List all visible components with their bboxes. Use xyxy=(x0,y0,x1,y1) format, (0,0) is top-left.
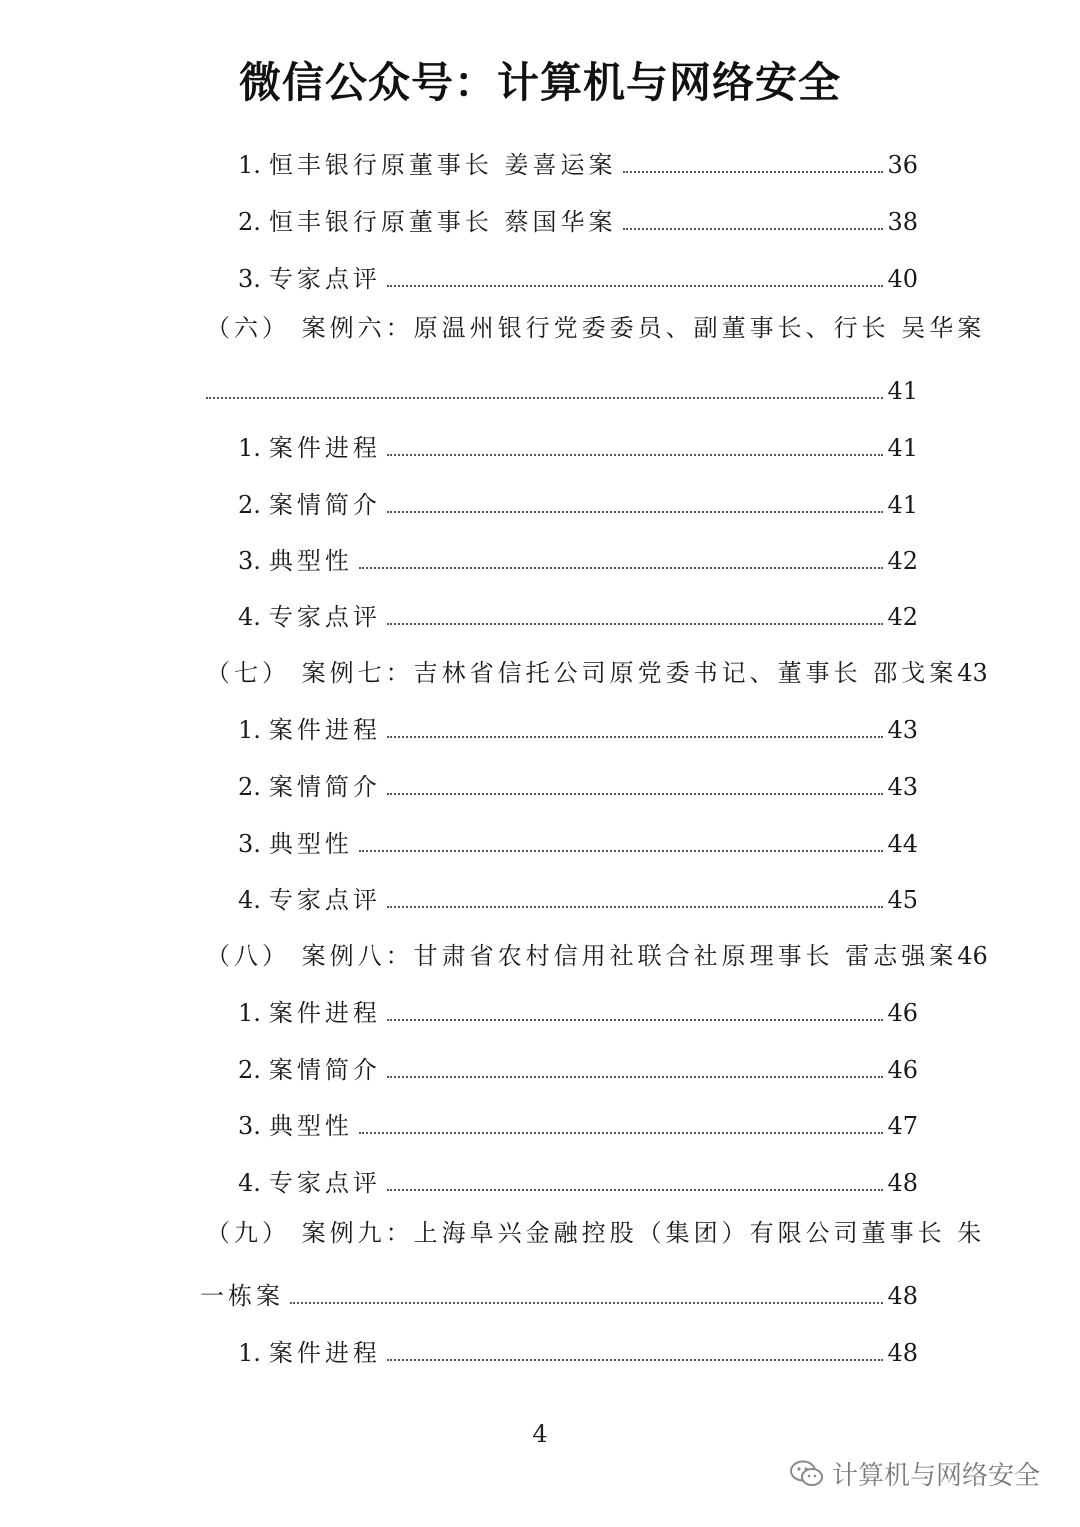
dot-leader xyxy=(359,566,884,569)
toc-entry xyxy=(238,1328,918,1368)
toc-entry-page: 40 xyxy=(887,265,918,293)
toc-section xyxy=(206,931,988,971)
toc-entry xyxy=(238,1158,918,1198)
toc-section xyxy=(206,648,988,688)
toc-entry-number: 2. xyxy=(238,491,261,519)
toc-entry-title: 专家点评 xyxy=(268,603,381,631)
dot-leader xyxy=(387,1188,884,1191)
toc-entry-page: 48 xyxy=(887,1169,918,1197)
watermark-text: 计算机与网络安全 xyxy=(832,1461,1041,1491)
toc-entry xyxy=(238,592,918,632)
toc-entry xyxy=(238,1101,918,1141)
toc-entry-title: 案件进程 xyxy=(268,716,381,744)
toc-entry-number: 3. xyxy=(238,265,261,293)
toc-entry-title: 典型性 xyxy=(268,547,353,575)
toc-section-title-continued: 一栋案 xyxy=(200,1282,284,1310)
toc-entry-title: 案情简介 xyxy=(268,491,381,519)
toc-entry xyxy=(200,1271,918,1311)
toc-entry-page: 46 xyxy=(887,1056,918,1084)
toc-entry-number: 4. xyxy=(238,886,261,914)
toc-entry xyxy=(238,254,918,294)
toc-entry xyxy=(206,366,918,406)
dot-leader xyxy=(387,510,884,513)
watermark xyxy=(790,1455,1040,1492)
toc-entry-title: 案件进程 xyxy=(268,1339,381,1367)
dot-leader xyxy=(387,453,884,456)
page-number: 4 xyxy=(532,1420,548,1448)
toc-entry-page: 48 xyxy=(887,1339,918,1367)
toc-entry-page: 36 xyxy=(887,151,918,179)
toc-entry xyxy=(238,1045,918,1085)
toc-entry-page: 41 xyxy=(887,491,918,519)
toc-entry-number: 1. xyxy=(238,1339,261,1367)
toc-entry-page: 42 xyxy=(887,547,918,575)
toc-entry-title: 专家点评 xyxy=(268,1169,381,1197)
toc-section-title: （九） 案例九：上海阜兴金融控股（集团）有限公司董事长 朱 xyxy=(206,1219,986,1247)
toc-entry-number: 3. xyxy=(238,1112,261,1140)
dot-leader xyxy=(359,849,884,852)
toc-entry-page: 41 xyxy=(887,377,918,405)
toc-section-title: （六） 案例六：原温州银行党委委员、副董事长、行长 吴华案 xyxy=(206,314,986,342)
toc-entry-page: 42 xyxy=(887,603,918,631)
toc-entry-page: 38 xyxy=(887,208,918,236)
toc-entry-number: 3. xyxy=(238,547,261,575)
dot-leader xyxy=(387,792,884,795)
toc-entry xyxy=(238,762,918,802)
toc-section-title: （七） 案例七：吉林省信托公司原党委书记、董事长 邵戈案 xyxy=(206,659,958,687)
toc-entry-number: 2. xyxy=(238,773,261,801)
dot-leader xyxy=(206,396,883,399)
toc-entry-page: 43 xyxy=(887,716,918,744)
toc-entry xyxy=(238,140,918,180)
dot-leader xyxy=(387,622,884,625)
toc-entry-page: 45 xyxy=(887,886,918,914)
wechat-icon xyxy=(790,1460,824,1488)
toc-entry-number: 4. xyxy=(238,603,261,631)
toc-entry-number: 1. xyxy=(238,434,261,462)
toc-entry xyxy=(238,819,918,859)
toc-entry-title: 专家点评 xyxy=(268,265,381,293)
page-title: 微信公众号：计算机与网络安全 xyxy=(238,58,841,107)
toc-entry-title: 典型性 xyxy=(268,830,353,858)
toc-entry-number: 2. xyxy=(238,1056,261,1084)
toc-entry xyxy=(238,480,918,520)
toc-entry-number: 1. xyxy=(238,716,261,744)
toc-entry-title: 案情简介 xyxy=(268,1056,381,1084)
toc-entry-number: 1. xyxy=(238,151,261,179)
toc-entry-page: 43 xyxy=(887,773,918,801)
dot-leader xyxy=(387,1075,884,1078)
toc-entry-page: 46 xyxy=(957,942,988,970)
toc-entry xyxy=(238,705,918,745)
toc-entry-page: 46 xyxy=(887,999,918,1027)
toc-entry xyxy=(238,536,918,576)
toc-section-title: （八） 案例八：甘肃省农村信用社联合社原理事长 雷志强案 xyxy=(206,942,958,970)
dot-leader xyxy=(290,1301,883,1304)
toc-entry-page: 44 xyxy=(887,830,918,858)
toc-entry xyxy=(238,875,918,915)
toc-entry-title: 专家点评 xyxy=(268,886,381,914)
toc-entry xyxy=(238,988,918,1028)
toc-entry-page: 47 xyxy=(887,1112,918,1140)
toc-entry-title: 案件进程 xyxy=(268,434,381,462)
toc-entry-number: 3. xyxy=(238,830,261,858)
dot-leader xyxy=(387,735,884,738)
dot-leader xyxy=(387,1358,884,1361)
toc-entry xyxy=(238,197,918,237)
toc-entry-number: 2. xyxy=(238,208,261,236)
toc-entry-title: 典型性 xyxy=(268,1112,353,1140)
toc-entry-title: 案件进程 xyxy=(268,999,381,1027)
dot-leader xyxy=(623,227,884,230)
dot-leader xyxy=(623,170,884,173)
toc-entry-page: 41 xyxy=(887,434,918,462)
toc-entry xyxy=(238,423,918,463)
toc-entry-title: 恒丰银行原董事长 姜喜运案 xyxy=(268,151,617,179)
dot-leader xyxy=(387,1018,884,1021)
dot-leader xyxy=(387,905,884,908)
toc-entry-page: 43 xyxy=(957,659,988,687)
toc-entry-page: 48 xyxy=(887,1282,918,1310)
toc-entry-number: 1. xyxy=(238,999,261,1027)
toc-entry-number: 4. xyxy=(238,1169,261,1197)
toc-entry-title: 恒丰银行原董事长 蔡国华案 xyxy=(268,208,617,236)
dot-leader xyxy=(387,284,884,287)
dot-leader xyxy=(359,1131,884,1134)
toc-entry-title: 案情简介 xyxy=(268,773,381,801)
